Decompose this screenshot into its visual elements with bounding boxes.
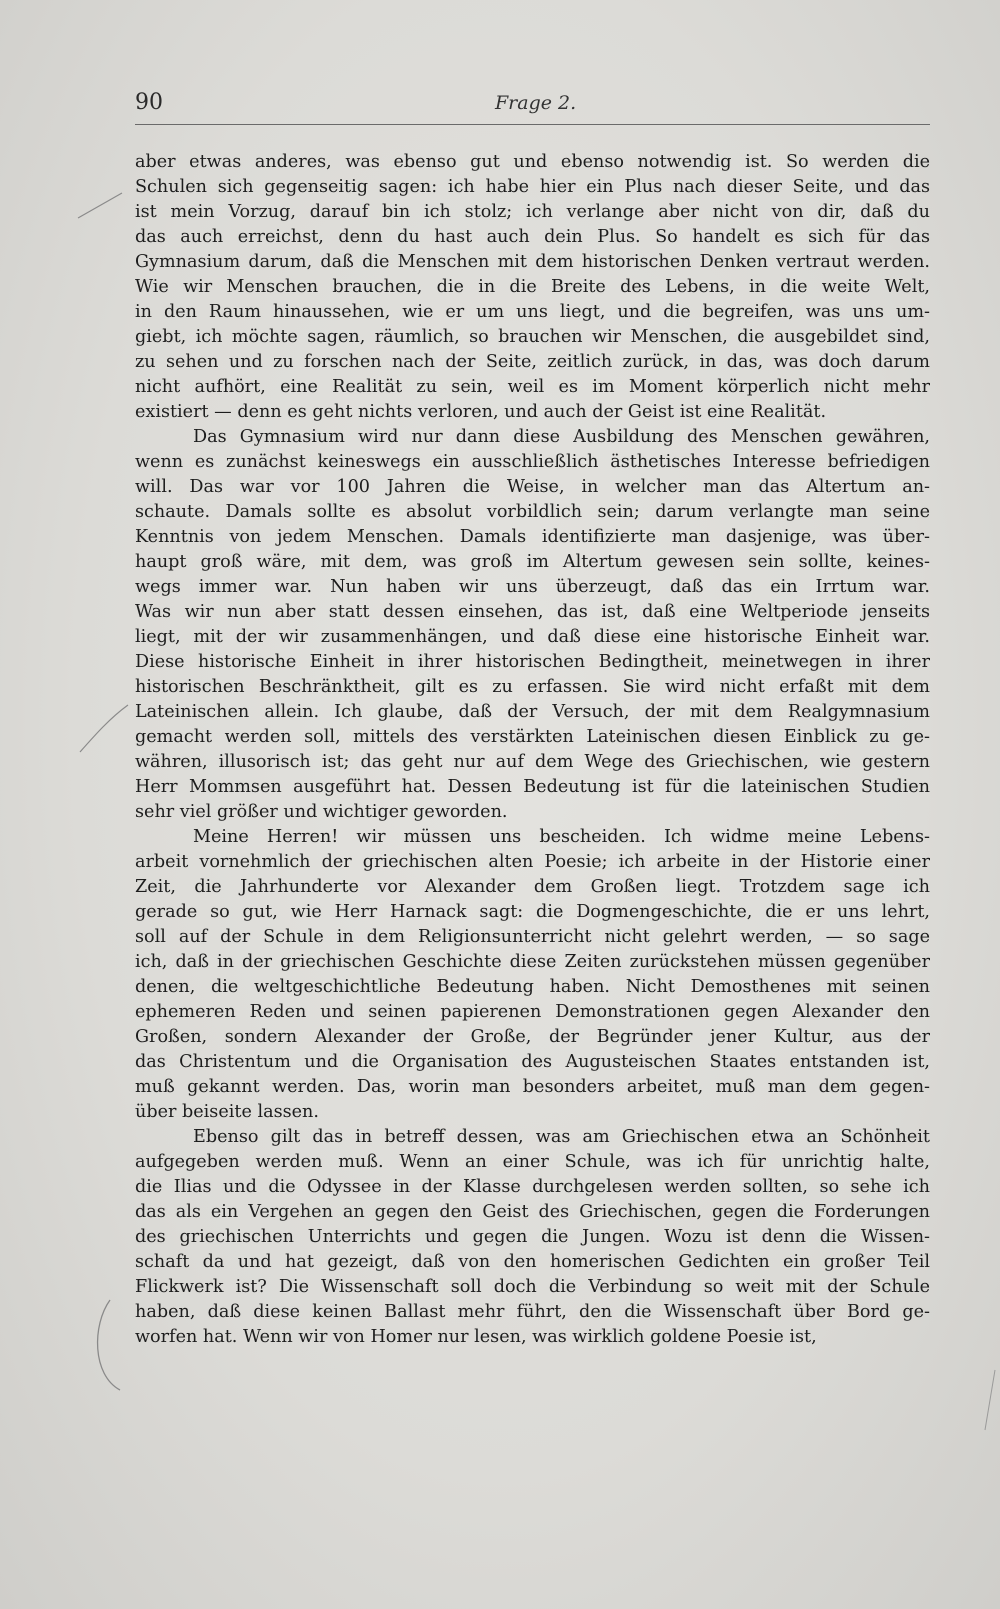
- text-line: Herr Mommsen ausgeführt hat. Dessen Bedeutung ist für die lateinischen Studien: [135, 777, 930, 797]
- text-line: Flickwerk ist? Die Wissenschaft soll doch die Verbindung so weit mit der Schule: [135, 1277, 930, 1297]
- pencil-stroke-right: [985, 1370, 995, 1430]
- text-line: Wie wir Menschen brauchen, die in die Breite des Lebens, in die weite Welt,: [135, 277, 930, 297]
- pencil-stroke-middle: [80, 705, 128, 752]
- text-line: soll auf der Schule in dem Religionsunterricht nicht gelehrt werden, — so sage: [135, 927, 930, 947]
- text-line: gemacht werden soll, mittels des verstärkten Lateinischen diesen Einblick zu ge-: [135, 727, 930, 747]
- text-line: Das Gymnasium wird nur dann diese Ausbildung des Menschen gewähren,: [193, 427, 930, 447]
- text-line: Ebenso gilt das in betreff dessen, was am Griechischen etwa an Schönheit: [193, 1127, 930, 1147]
- text-line: die Ilias und die Odyssee in der Klasse durchgelesen werden sollten, so sehe ich: [135, 1177, 930, 1197]
- text-line: schaft da und hat gezeigt, daß von den homerischen Gedichten ein großer Teil: [135, 1252, 930, 1272]
- text-line: gerade so gut, wie Herr Harnack sagt: die Dogmengeschichte, die er uns lehrt,: [135, 902, 930, 922]
- text-line: Gymnasium darum, daß die Menschen mit dem historischen Denken vertraut werden.: [135, 252, 930, 272]
- text-line: das Christentum und die Organisation des Augusteischen Staates entstanden ist,: [135, 1052, 930, 1072]
- text-line: wegs immer war. Nun haben wir uns überzeugt, daß das ein Irrtum war.: [135, 577, 930, 597]
- pencil-bracket-bottom: [98, 1300, 120, 1390]
- text-line: ich, daß in der griechischen Geschichte diese Zeiten zurückstehen müssen gegenüber: [135, 952, 930, 972]
- text-line: muß gekannt werden. Das, worin man besonders arbeitet, muß man dem gegen-: [135, 1077, 930, 1097]
- text-line: sehr viel größer und wichtiger geworden.: [135, 802, 508, 822]
- text-line: aber etwas anderes, was ebenso gut und ebenso notwendig ist. So werden die: [135, 152, 930, 172]
- text-line: wenn es zunächst keineswegs ein ausschließlich ästhetisches Interesse befriedigen: [135, 452, 930, 472]
- text-line: zu sehen und zu forschen nach der Seite, zeitlich zurück, in das, was doch darum: [135, 352, 930, 372]
- text-line: Zeit, die Jahrhunderte vor Alexander dem Großen liegt. Trotzdem sage ich: [135, 877, 930, 897]
- text-line: des griechischen Unterrichts und gegen die Jungen. Wozu ist denn die Wissen-: [135, 1227, 930, 1247]
- text-line: ephemeren Reden und seinen papierenen Demonstrationen gegen Alexander den: [135, 1002, 930, 1022]
- text-line: Diese historische Einheit in ihrer historischen Bedingtheit, meinetwegen in ihrer: [135, 652, 930, 672]
- page-number: 90: [135, 90, 163, 115]
- pencil-stroke-top: [78, 193, 122, 218]
- text-line: in den Raum hinaussehen, wie er um uns liegt, und die begreifen, was uns um-: [135, 302, 930, 322]
- text-line: will. Das war vor 100 Jahren die Weise, in welcher man das Altertum an-: [135, 477, 930, 497]
- text-line: haben, daß diese keinen Ballast mehr führt, den die Wissenschaft über Bord ge-: [135, 1302, 930, 1322]
- text-line: historischen Beschränktheit, gilt es zu erfassen. Sie wird nicht erfaßt mit dem: [135, 677, 930, 697]
- text-line: währen, illusorisch ist; das geht nur auf dem Wege des Griechischen, wie gestern: [135, 752, 930, 772]
- text-line: ist mein Vorzug, darauf bin ich stolz; ich verlange aber nicht von dir, daß du: [135, 202, 930, 222]
- text-line: Meine Herren! wir müssen uns bescheiden. Ich widme meine Lebens-: [193, 827, 930, 847]
- text-line: arbeit vornehmlich der griechischen alten Poesie; ich arbeite in der Historie einer: [135, 852, 930, 872]
- text-line: liegt, mit der wir zusammenhängen, und daß diese eine historische Einheit war.: [135, 627, 930, 647]
- text-line: giebt, ich möchte sagen, räumlich, so brauchen wir Menschen, die ausgebildet sind,: [135, 327, 930, 347]
- text-line: nicht aufhört, eine Realität zu sein, weil es im Moment körperlich nicht mehr: [135, 377, 930, 397]
- text-line: Schulen sich gegenseitig sagen: ich habe hier ein Plus nach dieser Seite, und das: [135, 177, 930, 197]
- text-line: Lateinischen allein. Ich glaube, daß der Versuch, der mit dem Realgymnasium: [135, 702, 930, 722]
- text-line: denen, die weltgeschichtliche Bedeutung haben. Nicht Demosthenes mit seinen: [135, 977, 930, 997]
- text-line: über beiseite lassen.: [135, 1102, 319, 1122]
- text-line: schaute. Damals sollte es absolut vorbildlich sein; darum verlangte man seine: [135, 502, 930, 522]
- text-line: Kenntnis von jedem Menschen. Damals identifizierte man dasjenige, was über-: [135, 527, 930, 547]
- text-line: Was wir nun aber statt dessen einsehen, das ist, daß eine Weltperiode jenseits: [135, 602, 930, 622]
- text-line: Großen, sondern Alexander der Große, der Begründer jener Kultur, aus der: [135, 1027, 930, 1047]
- text-line: aufgegeben werden muß. Wenn an einer Schule, was ich für unrichtig halte,: [135, 1152, 930, 1172]
- running-head: Frage 2.: [495, 92, 577, 114]
- text-line: das auch erreichst, denn du hast auch dein Plus. So handelt es sich für das: [135, 227, 930, 247]
- text-line: haupt groß wäre, mit dem, was groß im Altertum gewesen sein sollte, keines-: [135, 552, 930, 572]
- text-line: das als ein Vergehen an gegen den Geist des Griechischen, gegen die Forderungen: [135, 1202, 930, 1222]
- text-line: existiert — denn es geht nichts verloren, und auch der Geist ist eine Realität.: [135, 402, 827, 422]
- text-line: worfen hat. Wenn wir von Homer nur lesen, was wirklich goldene Poesie ist,: [135, 1327, 817, 1347]
